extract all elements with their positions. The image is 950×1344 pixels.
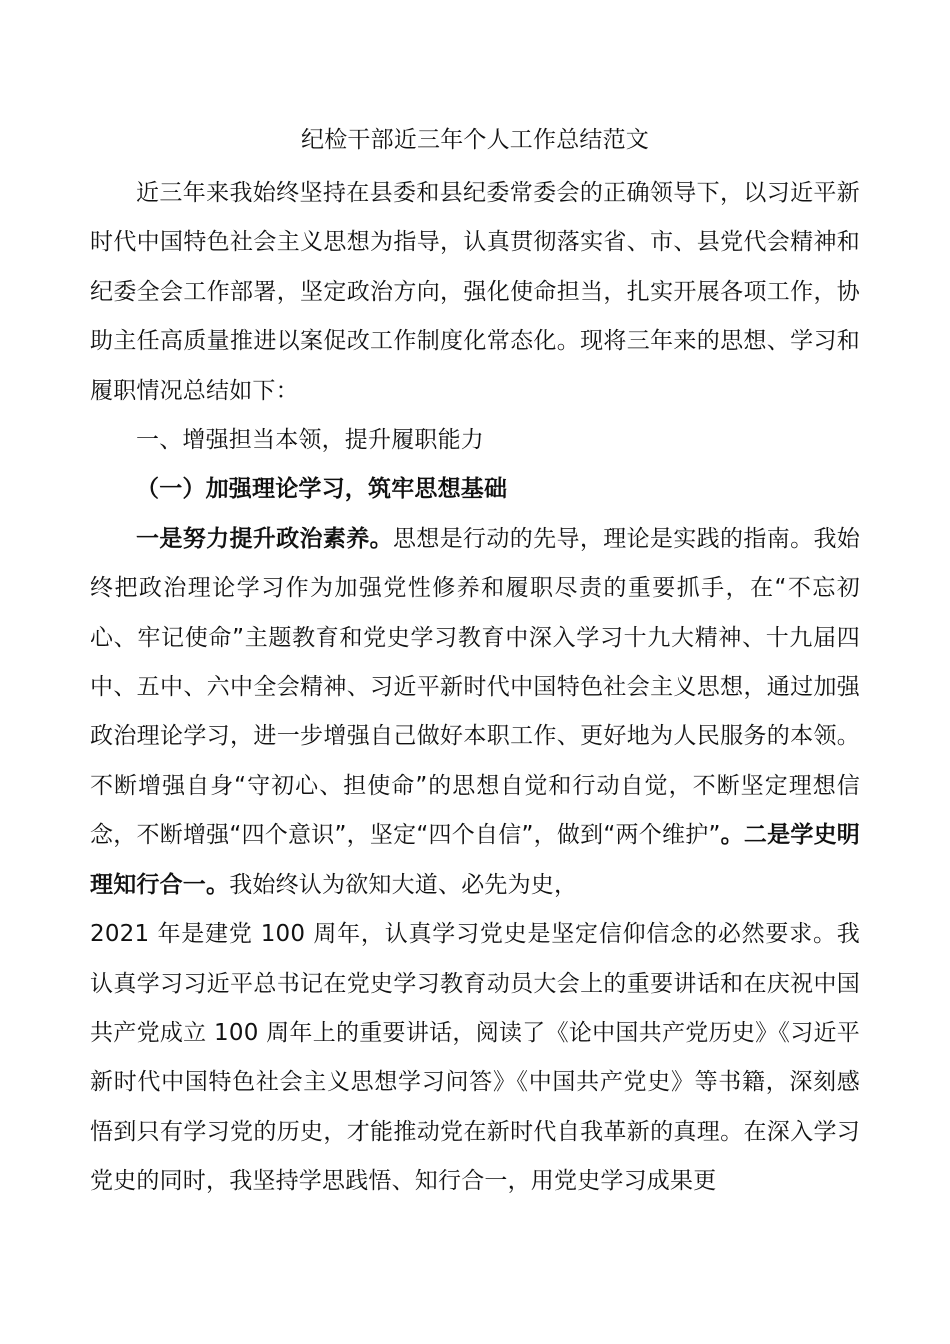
document-title: 纪检干部近三年个人工作总结范文 — [301, 127, 649, 153]
subsection-heading: （一）加强理论学习，筑牢思想基础 — [136, 476, 508, 503]
point-text: 2021 年是建党 100 周年，认真学习党史是坚定信仰信念的必然要求。我认真学习习近平总书记在党史学习教育动员大会上的重要讲话和在庆祝中国共产党成立 100 周年上的重要讲话，阅读了《论中国共产党历史》《习近平新时代中国特色社会主义思想学习问答》《中国共产党史》等书籍，深刻感悟到只有学习党的历史，才能推动党在新时代自我革新的真理。在深入学习党史的同时，我坚持学思践悟、知行合一，用党史学习成果更 — [90, 921, 860, 1195]
point-lead: 一是努力提升政治素养。 — [136, 525, 393, 552]
body-paragraph — [90, 515, 860, 1207]
section-heading: 一、增强担当本领，提升履职能力 — [136, 427, 484, 454]
point-text: 思想是行动的先导，理论是实践的指南。我始终把政治理论学习作为加强党性修养和履职尽责的重要抓手，在“不忘初心、牢记使命”主题教育和党史学习教育中深入学习十九大精神、十九届四中、五中、六中全会精神、习近平新时代中国特色社会主义思想，通过加强政治理论学习，进一步增强自己做好本职工作、更好地为人民服务的本领。不断增强自身“守初心、担使命”的思想自觉和行动自觉，不断坚定理想信念，不断增强“四个意识”，坚定“四个自信”，做到“两个维护” — [90, 525, 861, 849]
intro-paragraph: 近三年来我始终坚持在县委和县纪委常委会的正确领导下，以习近平新时代中国特色社会主义思想为指导，认真贯彻落实省、市、县党代会精神和纪委全会工作部署，坚定政治方向，强化使命担当，扎实开展各项工作，协助主任高质量推进以案促改工作制度化常态化。现将三年来的思想、学习和履职情况总结如下： — [90, 180, 860, 404]
point-lead: 。二是学史明理知行合一。 — [90, 822, 861, 898]
document-page — [90, 116, 860, 1207]
point-text: 我始终认为欲知大道、必先为史， — [229, 871, 578, 898]
